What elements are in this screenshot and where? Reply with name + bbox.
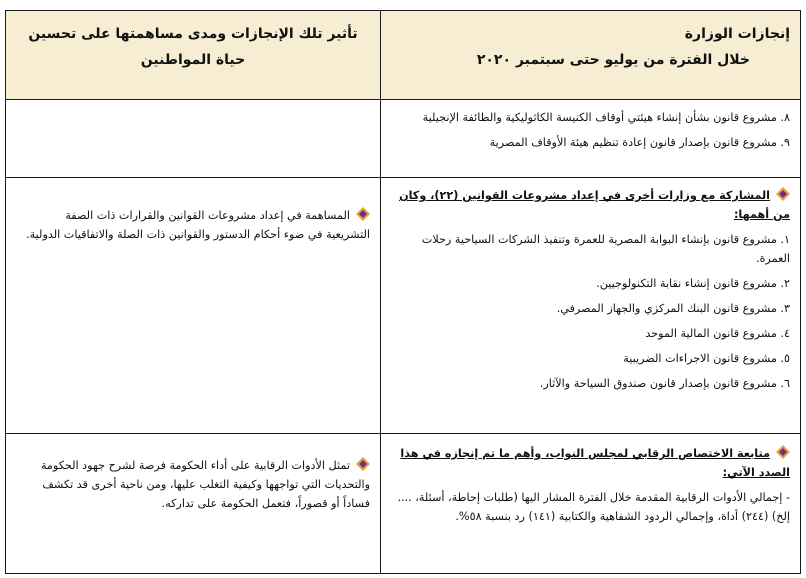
achievements-cell [381, 434, 801, 574]
achievements-table [5, 10, 801, 574]
header-achievements [381, 11, 801, 100]
impact-cell [6, 434, 381, 574]
list-item: ٢. مشروع قانون إنشاء نقابة التكنولوجيين. [596, 277, 790, 290]
section-heading: متابعة الاختصاص الرقابي لمجلس النواب، وأهم ما تم إنجازه في هذا الصدد الآتي: [400, 447, 790, 479]
table-row [6, 434, 801, 574]
diamond-bullet-icon [776, 445, 790, 459]
diamond-bullet-icon [776, 187, 790, 201]
header-impact [6, 11, 381, 100]
list-item: ٨. مشروع قانون بشأن إنشاء هيئتي أوقاف الكنيسة الكاثوليكية والطائفة الإنجيلية [422, 111, 790, 124]
table-row [6, 178, 801, 434]
list-item: ٤. مشروع قانون المالية الموحد [645, 327, 790, 340]
list-item: ٩. مشروع قانون بإصدار قانون إعادة تنظيم هيئة الأوقاف المصرية [489, 136, 790, 149]
achievements-cell [381, 100, 801, 178]
header-achievements-title: إنجازات الوزارة [684, 26, 790, 42]
impact-text: المساهمة في إعداد مشروعات القوانين والقرارات ذات الصفة التشريعية في ضوء أحكام الدستور والقوانين ذات الصلة والاتفاقيات الدولية. [26, 209, 370, 241]
table-header-row [6, 11, 801, 100]
achievements-cell [381, 178, 801, 434]
list-item: ١. مشروع قانون بإنشاء البوابة المصرية للعمرة وتنفيذ الشركات السياحية رحلات العمرة. [421, 233, 790, 265]
section-heading: المشاركة مع وزارات أخرى في إعداد مشروعات القوانين (٢٢)، وكان من أهمها: [399, 189, 790, 221]
list-item: ٥. مشروع قانون الاجراءات الضريبية [623, 352, 790, 365]
impact-cell [6, 178, 381, 434]
header-impact-line1: تأثير تلك الإنجازات ومدى مساهمتها على تحسين [28, 26, 358, 42]
impact-text: تمثل الأدوات الرقابية على أداء الحكومة فرصة لشرح جهود الحكومة والتحديات التي تواجهها وكيفية التغلب عليها، ومن ناحية أخرى قد تكشف فساداً أو قصوراً، فتعمل الحكومة على تداركه. [40, 459, 370, 510]
header-impact-line2: حياة المواطنين [140, 52, 246, 68]
diamond-bullet-icon [356, 207, 370, 221]
list-item: ٦. مشروع قانون بإصدار قانون صندوق السياحة والآثار. [539, 377, 790, 390]
list-item: ٣. مشروع قانون البنك المركزي والجهاز المصرفي. [556, 302, 790, 315]
table-row [6, 100, 801, 178]
diamond-bullet-icon [356, 457, 370, 471]
header-achievements-period: خلال الفترة من يوليو حتى سبتمبر ٢٠٢٠ [476, 52, 750, 68]
list-item: - إجمالي الأدوات الرقابية المقدمة خلال الفترة المشار اليها (طلبات إحاطة، أسئلة، .... إلخ) (٢٤٤) أداة، وإجمالي الردود الشفاهية والكتابية (١٤١) رد بنسبة ٥٨%. [397, 491, 790, 523]
impact-cell [6, 100, 381, 178]
